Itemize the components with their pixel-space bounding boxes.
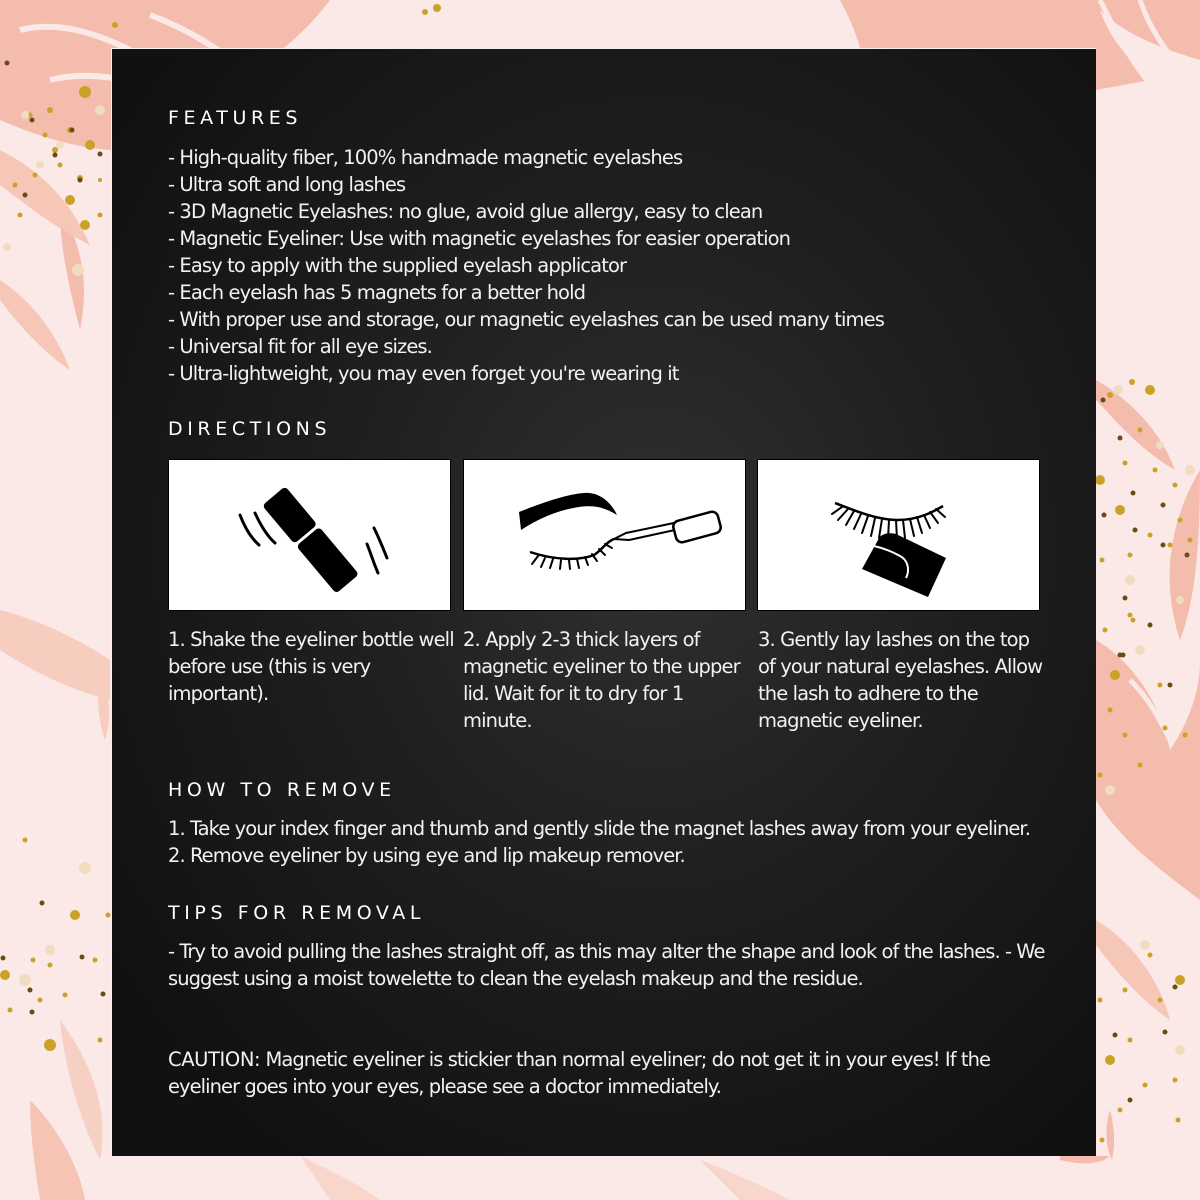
features-list: [168, 144, 884, 387]
feature-item: - Ultra soft and long lashes: [168, 173, 406, 196]
feature-item: - Ultra-lightweight, you may even forget you're wearing it: [168, 362, 679, 385]
step-1-panel: [168, 459, 451, 611]
step-3-text: 3. Gently lay lashes on the top of your natural eyelashes. Allow the lash to adhere to the magnetic eyeliner.: [758, 628, 1043, 732]
features-title: FEATURES: [168, 107, 303, 129]
caution-label: CAUTION:: [168, 1048, 261, 1071]
tips-for-removal-title: TIPS FOR REMOVAL: [168, 902, 426, 924]
feature-item: - High-quality fiber, 100% handmade magnetic eyelashes: [168, 146, 683, 169]
feature-item: - Easy to apply with the supplied eyelash applicator: [168, 254, 627, 277]
feature-item: - Each eyelash has 5 magnets for a better hold: [168, 281, 586, 304]
step-1-text: 1. Shake the eyeliner bottle well before use (this is very important).: [168, 628, 454, 705]
step-2-text: 2. Apply 2-3 thick layers of magnetic eyeliner to the upper lid. Wait for it to dry for 1 minute.: [463, 628, 740, 732]
feature-item: - With proper use and storage, our magnetic eyelashes can be used many times: [168, 308, 884, 331]
how-to-remove-title: HOW TO REMOVE: [168, 779, 396, 801]
how-to-remove-text: 1. Take your index finger and thumb and gently slide the magnet lashes away from your eyeliner. 2. Remove eyeliner by using eye and lip makeup remover.: [168, 817, 1030, 867]
tips-for-removal-text: - Try to avoid pulling the lashes straight off, as this may alter the shape and look of the lashes. - We suggest using a moist towelette to clean the eyelash makeup and the residue.: [168, 940, 1045, 990]
directions-title: DIRECTIONS: [168, 418, 332, 440]
instructions-card: [111, 48, 1096, 1156]
caution-text: Magnetic eyeliner is stickier than normal eyeliner; do not get it in your eyes! If the eyeliner goes into your eyes, please see a doctor immediately.: [168, 1048, 991, 1098]
feature-item: - Universal fit for all eye sizes.: [168, 335, 432, 358]
step-2-panel: [463, 459, 746, 611]
feature-item: - 3D Magnetic Eyelashes: no glue, avoid glue allergy, easy to clean: [168, 200, 763, 223]
apply-eyeliner-icon: [464, 460, 745, 610]
lay-lashes-icon: [758, 460, 1039, 610]
feature-item: - Magnetic Eyeliner: Use with magnetic eyelashes for easier operation: [168, 227, 791, 250]
step-3-panel: [757, 459, 1040, 611]
shake-bottle-icon: [169, 460, 450, 610]
caution-note: [168, 1046, 1048, 1100]
